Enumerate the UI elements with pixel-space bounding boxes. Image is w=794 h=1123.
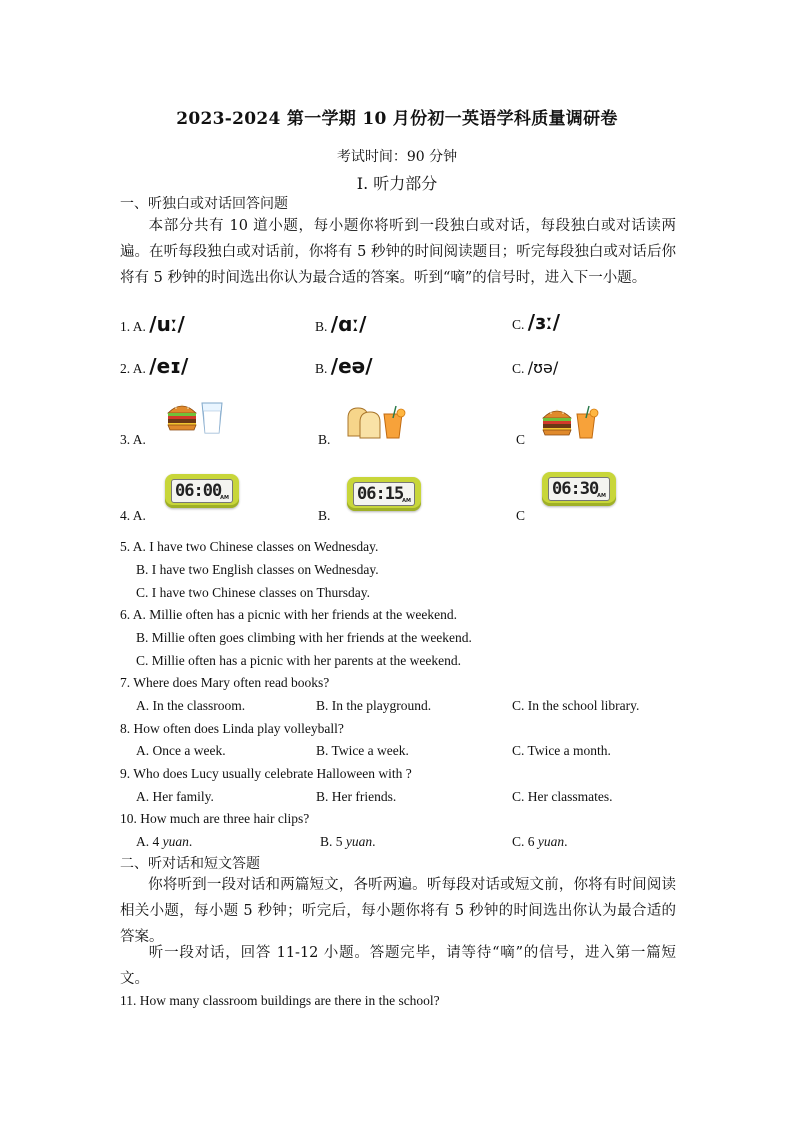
hamburger-icon xyxy=(543,409,571,435)
exam-time: 考试时间：90 分钟 xyxy=(336,149,458,165)
q2-option-c xyxy=(512,358,558,377)
q9-option-b: B. Her friends. xyxy=(316,789,397,804)
clock-am: AM xyxy=(402,498,411,504)
q3-option-c-picture xyxy=(541,404,601,440)
q8-option-a: A. Once a week. xyxy=(136,743,226,758)
q8-option-c: C. Twice a month. xyxy=(512,743,611,758)
q1-option-a xyxy=(120,312,185,336)
section1-heading: 一、听独白或对话回答问题 xyxy=(120,196,288,212)
part-title: I. 听力部分 xyxy=(356,174,438,193)
q10-dot: . xyxy=(188,834,193,849)
q8-option-b: B. Twice a week. xyxy=(316,743,409,758)
q9-option-c: C. Her classmates. xyxy=(512,789,613,804)
q8-question: 8. How often does Linda play volleyball? xyxy=(120,721,344,736)
q2-a-ipa: /eɪ/ xyxy=(149,354,189,378)
q11-question: 11. How many classroom buildings are there in the school? xyxy=(120,993,440,1008)
q7-option-b: B. In the playground. xyxy=(316,698,432,713)
q9-option-a: A. Her family. xyxy=(136,789,214,804)
q4-option-b-clock xyxy=(347,477,421,511)
section2-heading: 二、听对话和短文答题 xyxy=(120,856,260,872)
q10-b-text: B. 5 xyxy=(320,834,346,849)
q3-b-label: B. xyxy=(318,432,331,447)
hamburger-icon xyxy=(168,404,196,430)
q1-b-label: B. xyxy=(315,319,328,334)
bread-icon xyxy=(348,408,380,438)
section2-instructions xyxy=(120,872,676,950)
q7-option-c: C. In the school library. xyxy=(512,698,640,713)
q10-c-text: C. 6 xyxy=(512,834,538,849)
milk-glass-icon xyxy=(202,403,222,433)
orange-juice-icon xyxy=(577,406,598,438)
q2-b-ipa: /eə/ xyxy=(330,354,373,378)
q2-option-a xyxy=(120,354,188,378)
q4-c-label: C xyxy=(516,508,526,523)
clock-am: AM xyxy=(597,493,606,499)
q10-unit: yuan xyxy=(345,834,373,849)
q1-option-c xyxy=(512,310,560,334)
q4-option-c-clock xyxy=(542,472,616,506)
q2-b-label: B. xyxy=(315,361,328,376)
section2-instructions2 xyxy=(120,940,676,992)
q7-option-a: A. In the classroom. xyxy=(136,698,246,713)
q2-option-b xyxy=(315,354,373,378)
q2-a-label: 2. A. xyxy=(120,361,146,376)
q5-option-b: B. I have two English classes on Wednesday. xyxy=(136,562,379,577)
q10-option-b xyxy=(320,834,376,850)
q1-a-label: 1. A. xyxy=(120,319,146,334)
q4-b-label: B. xyxy=(318,508,331,523)
q1-b-ipa: /ɑː/ xyxy=(330,312,367,336)
clock-time: 06:15 xyxy=(357,484,404,504)
q3-c-label: C xyxy=(516,432,526,447)
q3-option-a-picture xyxy=(166,399,226,435)
q6-option-c: C. Millie often has a picnic with her parents at the weekend. xyxy=(136,653,462,668)
orange-juice-icon xyxy=(384,406,405,438)
q3-option-b-picture xyxy=(346,404,406,440)
q1-option-b xyxy=(315,312,366,336)
q2-c-ipa: /ʊə/ xyxy=(527,358,559,377)
section2-instructions-text: 你将听到一段对话和两篇短文，各听两遍。听每段对话或短文前，你将有时间阅读相关小题，每小题 5 秒钟；听完后，每小题你将有 5 秒钟的时间选出你认为最合适的答案。 xyxy=(120,877,676,945)
q6-option-b: B. Millie often goes climbing with her friends at the weekend. xyxy=(136,630,472,645)
q5-option-c: C. I have two Chinese classes on Thursday. xyxy=(136,585,370,600)
q4-option-a-clock xyxy=(165,474,239,508)
q7-question: 7. Where does Mary often read books? xyxy=(120,675,330,690)
page-title: 2023-2024 第一学期 10 月份初一英语学科质量调研卷 xyxy=(176,109,618,129)
q10-a-text: A. 4 xyxy=(136,834,163,849)
q1-a-ipa: /uː/ xyxy=(149,312,185,336)
q5-option-a: 5. A. I have two Chinese classes on Wednesday. xyxy=(120,539,379,554)
q1-c-ipa: /ɜː/ xyxy=(527,310,561,334)
q10-option-a xyxy=(136,834,192,850)
q1-c-label: C. xyxy=(512,317,525,332)
q3-a-label: 3. A. xyxy=(120,432,146,447)
section2-instructions2-text: 听一段对话，回答 11-12 小题。答题完毕，请等待“嘀”的信号，进入第一篇短文。 xyxy=(120,945,676,987)
q10-dot: . xyxy=(564,834,568,849)
q9-question: 9. Who does Lucy usually celebrate Halloween with ? xyxy=(120,766,412,781)
clock-screen xyxy=(353,482,415,506)
clock-time: 06:30 xyxy=(552,479,599,499)
q6-option-a: 6. A. Millie often has a picnic with her friends at the weekend. xyxy=(120,607,458,622)
q10-question: 10. How much are three hair clips? xyxy=(120,811,310,826)
clock-time: 06:00 xyxy=(175,481,222,501)
clock-screen xyxy=(171,479,233,503)
q4-a-label: 4. A. xyxy=(120,508,146,523)
section1-instructions xyxy=(120,213,676,291)
section1-instructions-text: 本部分共有 10 道小题，每小题你将听到一段独白或对话，每段独白或对话读两遍。在听每段独白或对话前，你将有 5 秒钟的时间阅读题目；听完每段独白或对话后你将有 5 秒钟的时间选出你认为最合适的答案。听到“嘀”的信号时，进入下一小题。 xyxy=(120,218,676,286)
clock-am: AM xyxy=(220,495,229,501)
q10-dot: . xyxy=(372,834,376,849)
q10-unit: yuan xyxy=(162,834,189,849)
clock-screen xyxy=(548,477,610,501)
q10-option-c xyxy=(512,834,568,850)
q2-c-label: C. xyxy=(512,361,525,376)
q10-unit: yuan xyxy=(537,834,565,849)
